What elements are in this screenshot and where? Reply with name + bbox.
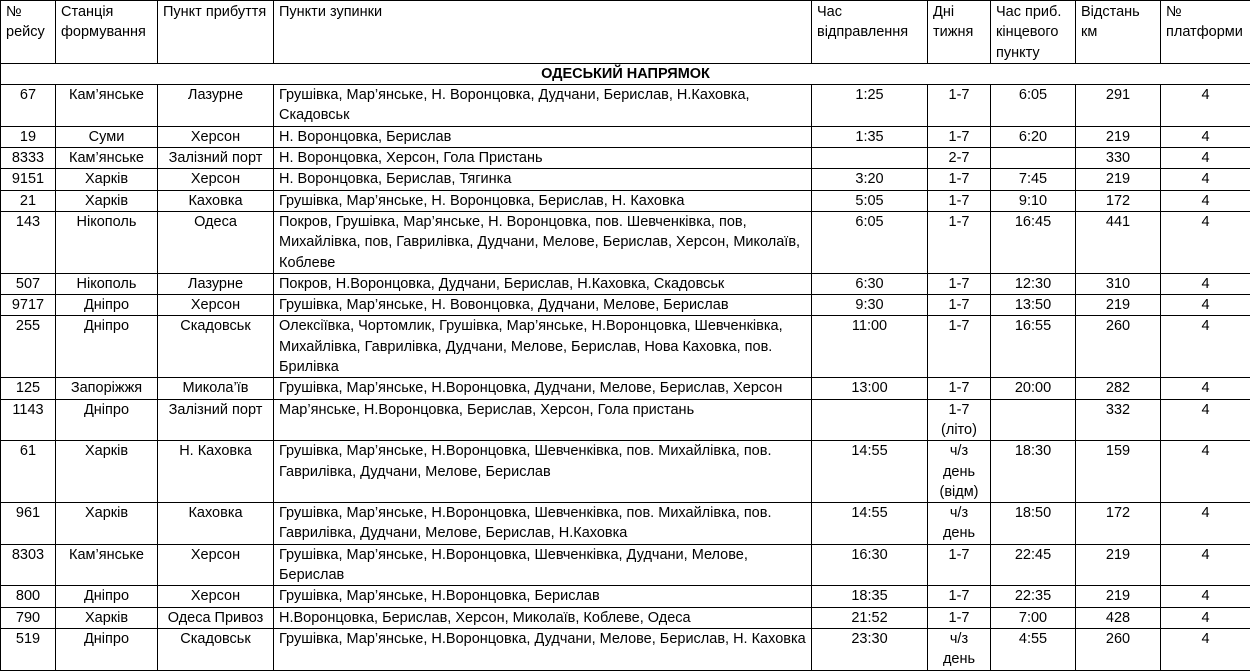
col-header-platform: № платформи (1161, 1, 1250, 64)
cell-arrival: 22:45 (991, 544, 1076, 586)
cell-number: 8303 (1, 544, 56, 586)
cell-days: 1-7 (літо) (928, 399, 991, 441)
table-row (1, 544, 1250, 586)
cell-distance: 330 (1076, 148, 1161, 169)
cell-platform: 4 (1161, 169, 1250, 190)
cell-stops: Н. Воронцовка, Берислав, Тягинка (274, 169, 812, 190)
cell-days: 1-7 (928, 586, 991, 607)
cell-departure (812, 399, 928, 441)
table-row (1, 148, 1250, 169)
cell-days: ч/з день (928, 503, 991, 545)
cell-number: 8333 (1, 148, 56, 169)
cell-origin: Нікополь (56, 211, 158, 273)
cell-distance: 219 (1076, 169, 1161, 190)
cell-platform: 4 (1161, 148, 1250, 169)
table-row (1, 399, 1250, 441)
cell-destination: Одеса Привоз (158, 607, 274, 628)
cell-origin: Запоріжжя (56, 378, 158, 399)
cell-platform: 4 (1161, 211, 1250, 273)
cell-arrival: 6:20 (991, 126, 1076, 147)
header-row (1, 1, 1250, 64)
table-row (1, 169, 1250, 190)
cell-days: 1-7 (928, 273, 991, 294)
table-row (1, 586, 1250, 607)
cell-departure: 5:05 (812, 190, 928, 211)
cell-destination: Скадовськ (158, 628, 274, 670)
section-row (1, 63, 1250, 84)
cell-arrival: 16:45 (991, 211, 1076, 273)
cell-number: 9151 (1, 169, 56, 190)
cell-stops: Н. Воронцовка, Берислав (274, 126, 812, 147)
cell-distance: 291 (1076, 85, 1161, 127)
cell-days: 1-7 (928, 607, 991, 628)
cell-origin: Харків (56, 190, 158, 211)
table-row (1, 607, 1250, 628)
cell-departure: 21:52 (812, 607, 928, 628)
cell-platform: 4 (1161, 607, 1250, 628)
cell-distance: 310 (1076, 273, 1161, 294)
cell-departure (812, 148, 928, 169)
cell-distance: 219 (1076, 295, 1161, 316)
cell-days: 1-7 (928, 126, 991, 147)
cell-origin: Суми (56, 126, 158, 147)
cell-stops: Н.Воронцовка, Берислав, Херсон, Миколаїв, Коблеве, Одеса (274, 607, 812, 628)
table-row (1, 273, 1250, 294)
col-header-stops: Пункти зупинки (274, 1, 812, 64)
cell-days: ч/з день (відм) (928, 441, 991, 503)
cell-origin: Харків (56, 441, 158, 503)
cell-distance: 441 (1076, 211, 1161, 273)
cell-stops: Грушівка, Мар’янське, Н.Воронцовка, Шевченківка, пов. Михайлівка, пов. Гаврилівка, Дудчани, Мелове, Берислав, Н.Каховка (274, 503, 812, 545)
col-header-origin: Станція формування (56, 1, 158, 64)
cell-arrival: 9:10 (991, 190, 1076, 211)
section-title: ОДЕСЬКИЙ НАПРЯМОК (1, 63, 1250, 84)
cell-distance: 172 (1076, 190, 1161, 211)
cell-distance: 282 (1076, 378, 1161, 399)
cell-platform: 4 (1161, 316, 1250, 378)
cell-distance: 219 (1076, 586, 1161, 607)
cell-distance: 219 (1076, 126, 1161, 147)
col-header-departure: Час відправлення (812, 1, 928, 64)
cell-arrival: 12:30 (991, 273, 1076, 294)
table-row (1, 503, 1250, 545)
cell-destination: Херсон (158, 126, 274, 147)
cell-arrival: 7:45 (991, 169, 1076, 190)
cell-stops: Грушівка, Мар’янське, Н. Воронцовка, Дудчани, Берислав, Н.Каховка, Скадовськ (274, 85, 812, 127)
cell-origin: Дніпро (56, 586, 158, 607)
cell-departure: 18:35 (812, 586, 928, 607)
cell-number: 21 (1, 190, 56, 211)
cell-departure: 13:00 (812, 378, 928, 399)
cell-stops: Покров, Н.Воронцовка, Дудчани, Берислав, Н.Каховка, Скадовськ (274, 273, 812, 294)
cell-origin: Дніпро (56, 316, 158, 378)
cell-origin: Кам’янське (56, 148, 158, 169)
cell-distance: 260 (1076, 316, 1161, 378)
cell-days: 2-7 (928, 148, 991, 169)
schedule-body (1, 63, 1250, 670)
table-row (1, 295, 1250, 316)
cell-arrival: 16:55 (991, 316, 1076, 378)
cell-number: 143 (1, 211, 56, 273)
cell-arrival: 18:30 (991, 441, 1076, 503)
cell-origin: Дніпро (56, 295, 158, 316)
cell-destination: Микола’їв (158, 378, 274, 399)
cell-stops: Покров, Грушівка, Мар’янське, Н. Воронцовка, пов. Шевченківка, пов, Михайлівка, пов, Гаврилівка, Дудчани, Мелове, Берислав, Херсон, Миколаїв, Коблеве (274, 211, 812, 273)
cell-stops: Олексіївка, Чортомлик, Грушівка, Мар’янське, Н.Воронцовка, Шевченківка, Михайлівка, Гаврилівка, Дудчани, Мелове, Берислав, Нова Каховка, пов. Брилівка (274, 316, 812, 378)
col-header-number: № рейсу (1, 1, 56, 64)
cell-days: 1-7 (928, 85, 991, 127)
cell-destination: Залізний порт (158, 399, 274, 441)
cell-number: 9717 (1, 295, 56, 316)
cell-number: 19 (1, 126, 56, 147)
cell-distance: 219 (1076, 544, 1161, 586)
cell-origin: Нікополь (56, 273, 158, 294)
cell-number: 67 (1, 85, 56, 127)
table-row (1, 628, 1250, 670)
cell-destination: Залізний порт (158, 148, 274, 169)
cell-arrival: 22:35 (991, 586, 1076, 607)
cell-stops: Грушівка, Мар’янське, Н.Воронцовка, Шевченківка, пов. Михайлівка, пов. Гаврилівка, Дудчани, Мелове, Берислав (274, 441, 812, 503)
cell-stops: Грушівка, Мар’янське, Н.Воронцовка, Шевченківка, Дудчани, Мелове, Берислав (274, 544, 812, 586)
cell-platform: 4 (1161, 190, 1250, 211)
cell-stops: Грушівка, Мар’янське, Н.Воронцовка, Дудчани, Мелове, Берислав, Херсон (274, 378, 812, 399)
cell-distance: 159 (1076, 441, 1161, 503)
cell-destination: Скадовськ (158, 316, 274, 378)
cell-platform: 4 (1161, 85, 1250, 127)
cell-days: 1-7 (928, 169, 991, 190)
table-row (1, 85, 1250, 127)
cell-departure: 14:55 (812, 503, 928, 545)
cell-number: 800 (1, 586, 56, 607)
cell-departure: 6:30 (812, 273, 928, 294)
cell-origin: Кам’янське (56, 85, 158, 127)
cell-arrival: 13:50 (991, 295, 1076, 316)
cell-platform: 4 (1161, 628, 1250, 670)
cell-arrival (991, 148, 1076, 169)
cell-origin: Дніпро (56, 399, 158, 441)
cell-departure: 6:05 (812, 211, 928, 273)
cell-platform: 4 (1161, 273, 1250, 294)
cell-number: 1143 (1, 399, 56, 441)
cell-origin: Харків (56, 169, 158, 190)
cell-destination: Лазурне (158, 85, 274, 127)
cell-departure: 1:25 (812, 85, 928, 127)
cell-number: 961 (1, 503, 56, 545)
table-row (1, 211, 1250, 273)
cell-origin: Харків (56, 607, 158, 628)
cell-platform: 4 (1161, 295, 1250, 316)
cell-days: 1-7 (928, 190, 991, 211)
cell-platform: 4 (1161, 378, 1250, 399)
cell-destination: Херсон (158, 295, 274, 316)
cell-number: 61 (1, 441, 56, 503)
cell-distance: 260 (1076, 628, 1161, 670)
cell-destination: Н. Каховка (158, 441, 274, 503)
cell-days: 1-7 (928, 544, 991, 586)
cell-platform: 4 (1161, 126, 1250, 147)
cell-departure: 3:20 (812, 169, 928, 190)
cell-departure: 9:30 (812, 295, 928, 316)
cell-stops: Грушівка, Мар’янське, Н. Вовонцовка, Дудчани, Мелове, Берислав (274, 295, 812, 316)
cell-departure: 23:30 (812, 628, 928, 670)
table-row (1, 126, 1250, 147)
cell-number: 790 (1, 607, 56, 628)
cell-number: 255 (1, 316, 56, 378)
cell-platform: 4 (1161, 441, 1250, 503)
cell-arrival: 20:00 (991, 378, 1076, 399)
cell-distance: 428 (1076, 607, 1161, 628)
cell-number: 519 (1, 628, 56, 670)
cell-destination: Одеса (158, 211, 274, 273)
cell-stops: Н. Воронцовка, Херсон, Гола Пристань (274, 148, 812, 169)
cell-distance: 332 (1076, 399, 1161, 441)
cell-number: 125 (1, 378, 56, 399)
cell-destination: Херсон (158, 169, 274, 190)
table-row (1, 441, 1250, 503)
cell-departure: 16:30 (812, 544, 928, 586)
cell-destination: Херсон (158, 586, 274, 607)
cell-origin: Кам’янське (56, 544, 158, 586)
cell-origin: Дніпро (56, 628, 158, 670)
cell-days: 1-7 (928, 211, 991, 273)
cell-stops: Грушівка, Мар’янське, Н. Воронцовка, Берислав, Н. Каховка (274, 190, 812, 211)
cell-platform: 4 (1161, 586, 1250, 607)
cell-stops: Грушівка, Мар’янське, Н.Воронцовка, Дудчани, Мелове, Берислав, Н. Каховка (274, 628, 812, 670)
cell-arrival: 4:55 (991, 628, 1076, 670)
table-row (1, 316, 1250, 378)
col-header-distance: Відстань км (1076, 1, 1161, 64)
cell-departure: 1:35 (812, 126, 928, 147)
cell-arrival: 7:00 (991, 607, 1076, 628)
cell-number: 507 (1, 273, 56, 294)
col-header-destination: Пункт прибуття (158, 1, 274, 64)
cell-destination: Лазурне (158, 273, 274, 294)
cell-departure: 14:55 (812, 441, 928, 503)
cell-platform: 4 (1161, 399, 1250, 441)
cell-days: 1-7 (928, 295, 991, 316)
cell-origin: Харків (56, 503, 158, 545)
cell-destination: Каховка (158, 190, 274, 211)
cell-destination: Каховка (158, 503, 274, 545)
cell-distance: 172 (1076, 503, 1161, 545)
cell-departure: 11:00 (812, 316, 928, 378)
cell-stops: Мар’янське, Н.Воронцовка, Берислав, Херсон, Гола пристань (274, 399, 812, 441)
cell-platform: 4 (1161, 544, 1250, 586)
cell-arrival: 6:05 (991, 85, 1076, 127)
cell-arrival: 18:50 (991, 503, 1076, 545)
col-header-days: Дні тижня (928, 1, 991, 64)
cell-arrival (991, 399, 1076, 441)
cell-platform: 4 (1161, 503, 1250, 545)
cell-days: ч/з день (928, 628, 991, 670)
cell-stops: Грушівка, Мар’янське, Н.Воронцовка, Берислав (274, 586, 812, 607)
cell-days: 1-7 (928, 316, 991, 378)
table-row (1, 378, 1250, 399)
table-row (1, 190, 1250, 211)
col-header-arrival: Час приб. кінцевого пункту (991, 1, 1076, 64)
cell-days: 1-7 (928, 378, 991, 399)
cell-destination: Херсон (158, 544, 274, 586)
